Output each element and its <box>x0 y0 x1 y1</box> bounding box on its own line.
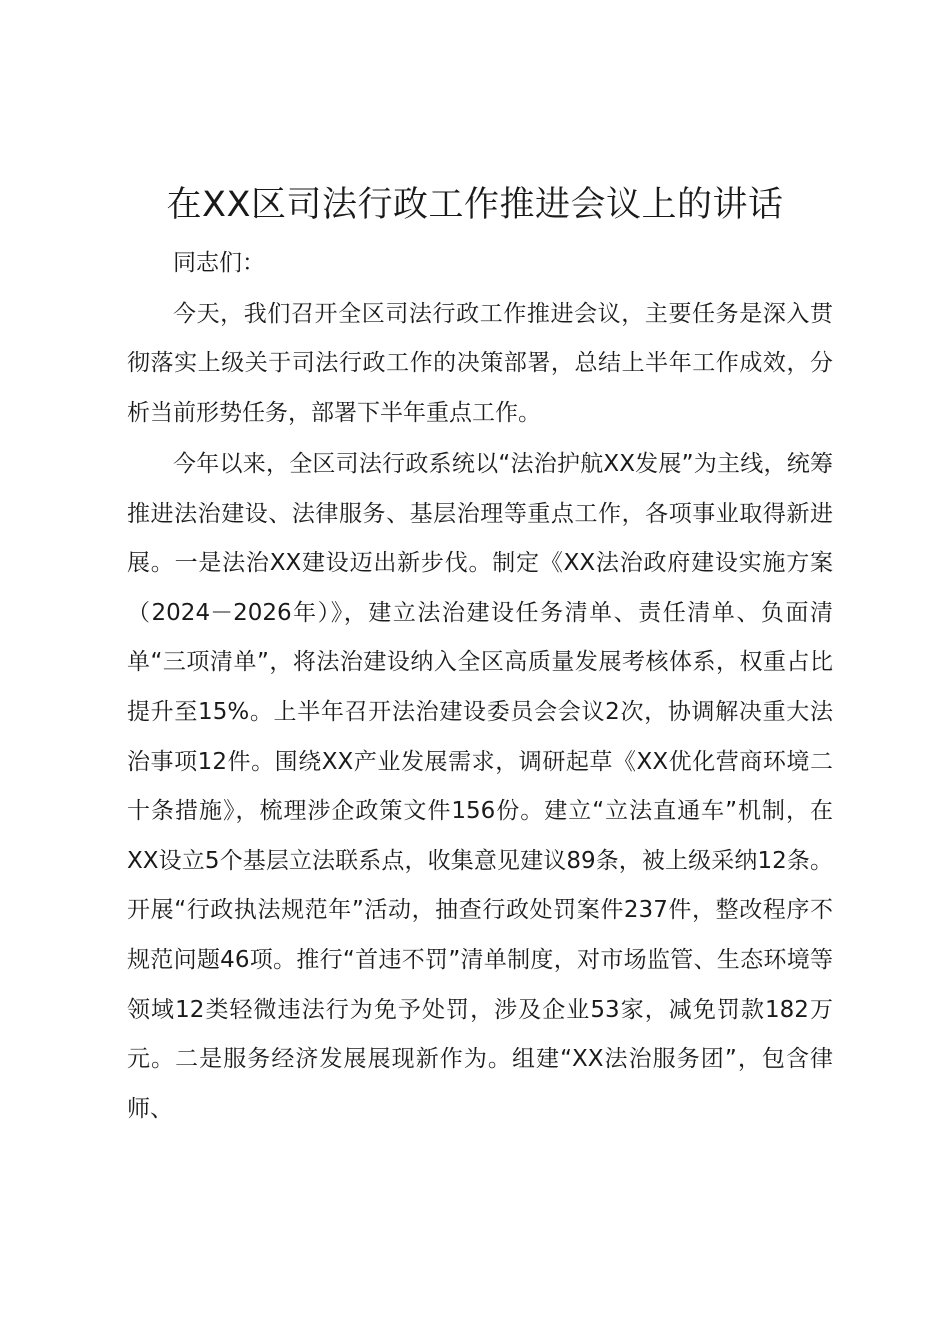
paragraph-achievements: 今年以来，全区司法行政系统以“法治护航XX发展”为主线，统筹推进法治建设、法律服务、基层治理等重点工作，各项事业取得新进展。一是法治XX建设迈出新步伐。制定《XX法治政府建设实施方案（2024－2026年）》，建立法治建设任务清单、责任清单、负面清单“三项清单”，将法治建设纳入全区高质量发展考核体系，权重占比提升至15%。上半年召开法治建设委员会会议2次，协调解决重大法治事项12件。围绕XX产业发展需求，调研起草《XX优化营商环境二十条措施》，梳理涉企政策文件156份。建立“立法直通车”机制，在XX设立5个基层立法联系点，收集意见建议89条，被上级采纳12条。开展“行政执法规范年”活动，抽查行政处罚案件237件，整改程序不规范问题46项。推行“首违不罚”清单制度，对市场监管、生态环境等领域12类轻微违法行为免予处罚，涉及企业53家，减免罚款182万元。二是服务经济发展展现新作为。组建“XX法治服务团”，包含律师、 <box>127 450 833 1122</box>
paragraph-intro: 今天，我们召开全区司法行政工作推进会议，主要任务是深入贯彻落实上级关于司法行政工作的决策部署，总结上半年工作成效，分析当前形势任务，部署下半年重点工作。 <box>127 300 833 427</box>
document-title: 在XX区司法行政工作推进会议上的讲话 <box>166 185 784 225</box>
document-body <box>127 239 833 1134</box>
salutation: 同志们： <box>173 250 265 276</box>
